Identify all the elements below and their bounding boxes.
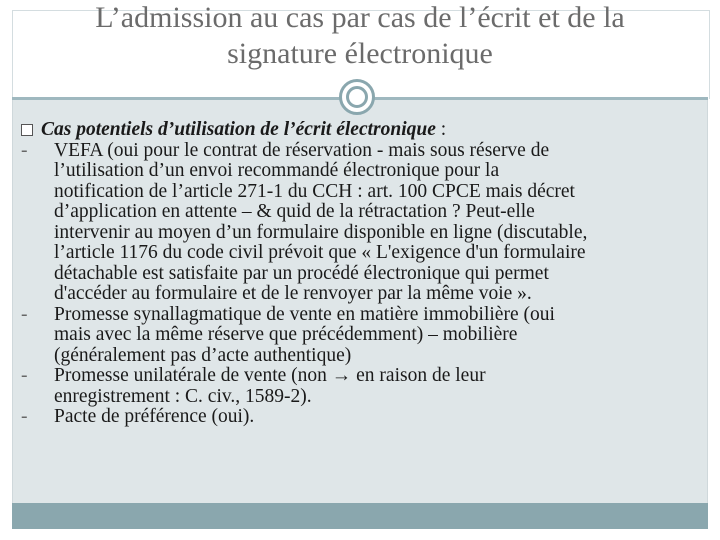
list-item-line: intervenir au moyen d’un formulaire disponible en ligne (discutable, xyxy=(54,221,588,243)
slide-title xyxy=(12,0,708,72)
ring-inner-icon xyxy=(346,86,368,108)
list-item-line: Pacte de préférence (oui). xyxy=(54,406,255,427)
list-item-line: Promesse unilatérale de vente (non → en raison de leur xyxy=(54,365,486,386)
list-item-line: mais avec la même réserve que précédemment) – mobilière xyxy=(54,324,518,345)
footer-bar xyxy=(12,503,708,529)
list-item-line: VEFA (oui pour le contrat de réservation - mais sous réserve de xyxy=(54,139,550,161)
list-item-line: l’article 1176 du code civil prévoit que « L'exigence d'un formulaire xyxy=(54,242,586,263)
title-line-1: L’admission au cas par cas de l’écrit et de la xyxy=(95,1,625,34)
title-line-2: signature électronique xyxy=(227,37,493,70)
list-item xyxy=(21,305,701,367)
list-item-line: notification de l’article 271-1 du CCH : art. 100 CPCE mais décret xyxy=(54,180,575,202)
dash-bullet: - xyxy=(21,365,28,386)
list-item-line: Promesse synallagmatique de vente en matière immobilière (oui xyxy=(54,303,555,325)
list-item-line: détachable est satisfaite par un procédé électronique qui permet xyxy=(54,262,549,284)
list-item xyxy=(21,141,701,305)
list-item xyxy=(21,366,701,407)
square-bullet-icon xyxy=(21,124,33,136)
dash-bullet: - xyxy=(21,139,28,161)
list-item-line: l’utilisation d’un envoi recommandé électronique pour la xyxy=(54,160,500,181)
ring-ornament-icon xyxy=(339,79,375,115)
list-item xyxy=(21,407,701,428)
list-item-line: enregistrement : C. civ., 1589-2). xyxy=(54,385,312,407)
section-heading xyxy=(21,120,701,141)
list-item-line: d'accéder au formulaire et de le renvoyer par la même voie ». xyxy=(54,283,532,304)
text-block xyxy=(21,120,701,428)
list-item-line: (généralement pas d’acte authentique) xyxy=(54,344,352,366)
heading-text: Cas potentiels d’utilisation de l’écrit électronique xyxy=(41,119,436,140)
dash-bullet: - xyxy=(21,303,28,325)
content-area xyxy=(12,100,708,503)
heading-suffix: : xyxy=(435,119,447,140)
dash-bullet: - xyxy=(21,406,28,427)
list-item-line: d’application en attente – & quid de la rétractation ? Peut-elle xyxy=(54,201,535,222)
